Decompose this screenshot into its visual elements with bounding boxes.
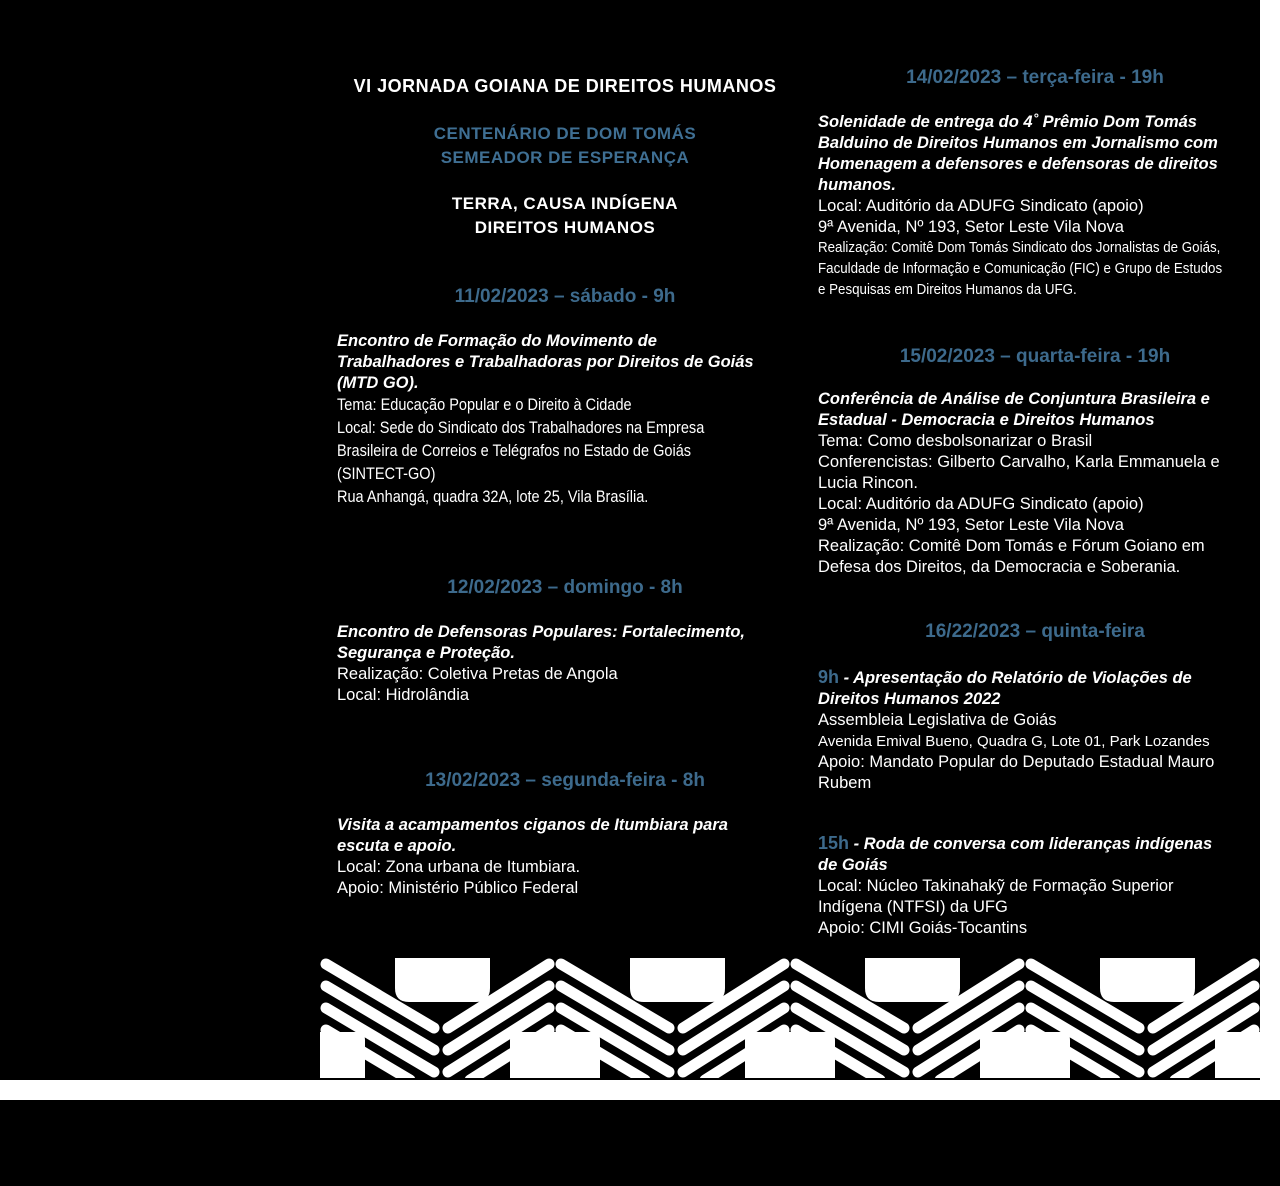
event-title: humanos.: [818, 176, 896, 194]
poster-theme: [330, 192, 800, 240]
event-detail: Lucia Rincon.: [818, 474, 918, 492]
event-block: [818, 389, 1258, 578]
event-block: [818, 667, 1258, 794]
event-title: de Goiás: [818, 856, 888, 874]
event-detail: Indígena (NTFSI) da UFG: [818, 898, 1008, 916]
event-detail: (SINTECT-GO): [337, 465, 436, 483]
subtitle-line: CENTENÁRIO DE DOM TOMÁS: [433, 124, 697, 143]
event-date: 13/02/2023 – segunda-feira - 8h: [425, 770, 705, 791]
decorative-chevron-pattern: [320, 958, 1260, 1078]
event-title: Estadual - Democracia e Direitos Humanos: [818, 411, 1155, 429]
event-title: Visita a acampamentos ciganos de Itumbiara para: [337, 816, 728, 834]
theme-line: DIREITOS HUMANOS: [474, 218, 656, 237]
event-date: 14/02/2023 – terça-feira - 19h: [906, 67, 1164, 88]
title-text: VI JORNADA GOIANA DE DIREITOS HUMANOS: [353, 76, 777, 96]
event-detail: e Pesquisas em Direitos Humanos da UFG.: [818, 282, 1077, 298]
event-block: [337, 815, 807, 899]
bottom-border: [0, 1080, 1280, 1100]
event-title: (MTD GO).: [337, 374, 419, 392]
event-detail: Conferencistas: Gilberto Carvalho, Karla Emmanuela e: [818, 453, 1220, 471]
event-title-text: - Roda de conversa com lideranças indígenas: [849, 835, 1213, 853]
event-title: Encontro de Defensoras Populares: Fortalecimento,: [337, 623, 746, 641]
event-detail: Rubem: [818, 774, 872, 792]
event-detail: Avenida Emival Bueno, Quadra G, Lote 01, Park Lozandes: [818, 733, 1210, 750]
event-detail: Local: Zona urbana de Itumbiara.: [337, 858, 581, 876]
event-detail: Tema: Educação Popular e o Direito à Cidade: [337, 396, 632, 414]
event-detail: Brasileira de Correios e Telégrafos no Estado de Goiás: [337, 442, 692, 460]
event-detail: Apoio: CIMI Goiás-Tocantins: [818, 919, 1028, 937]
right-border: [1260, 0, 1280, 1080]
poster-subtitle: [330, 122, 800, 170]
event-detail: Local: Núcleo Takinahakỹ de Formação Superior: [818, 877, 1174, 895]
event-detail: Local: Sede do Sindicato dos Trabalhadores na Empresa: [337, 419, 705, 437]
event-time: 9h: [818, 667, 840, 687]
event-detail: Tema: Como desbolsonarizar o Brasil: [818, 432, 1093, 450]
event-detail: Defesa dos Direitos, da Democracia e Soberania.: [818, 558, 1181, 576]
event-detail: Local: Hidrolândia: [337, 686, 470, 704]
event-detail: 9ª Avenida, Nº 193, Setor Leste Vila Nova: [818, 218, 1124, 236]
event-title: Balduino de Direitos Humanos em Jornalismo com: [818, 134, 1218, 152]
event-block: [337, 622, 807, 706]
event-time: 15h: [818, 833, 850, 853]
event-title-text: - Apresentação do Relatório de Violações de: [839, 669, 1192, 687]
event-detail: Realização: Coletiva Pretas de Angola: [337, 665, 618, 683]
event-detail: Faculdade de Informação e Comunicação (FIC) e Grupo de Estudos: [818, 261, 1223, 277]
event-title: Direitos Humanos 2022: [818, 690, 1001, 708]
event-detail: Apoio: Ministério Público Federal: [337, 879, 579, 897]
event-detail: 9ª Avenida, Nº 193, Setor Leste Vila Nova: [818, 516, 1124, 534]
event-title: Encontro de Formação do Movimento de: [337, 332, 657, 350]
subtitle-line: SEMEADOR DE ESPERANÇA: [440, 148, 690, 167]
event-block: [818, 833, 1258, 939]
event-date: 11/02/2023 – sábado - 9h: [454, 286, 676, 307]
event-title: escuta e apoio.: [337, 837, 457, 855]
event-detail: Local: Auditório da ADUFG Sindicato (apoio): [818, 197, 1144, 215]
event-date: 16/22/2023 – quinta-feira: [925, 621, 1145, 642]
poster-title: [330, 74, 800, 98]
event-detail: Realização: Comitê Dom Tomás e Fórum Goiano em: [818, 537, 1205, 555]
event-detail: Rua Anhangá, quadra 32A, lote 25, Vila Brasília.: [337, 488, 649, 506]
event-block: [818, 112, 1258, 301]
event-title: Trabalhadores e Trabalhadoras por Direitos de Goiás: [337, 353, 754, 371]
event-date: 15/02/2023 – quarta-feira - 19h: [899, 346, 1171, 367]
event-title: Conferência de Análise de Conjuntura Brasileira e: [818, 390, 1210, 408]
event-detail: Apoio: Mandato Popular do Deputado Estadual Mauro: [818, 753, 1215, 771]
event-title: [818, 667, 1258, 689]
event-title: Solenidade de entrega do 4˚ Prêmio Dom Tomás: [818, 113, 1197, 131]
event-detail: Assembleia Legislativa de Goiás: [818, 711, 1057, 729]
event-block: [337, 331, 807, 509]
event-title: Segurança e Proteção.: [337, 644, 515, 662]
event-detail: Realização: Comitê Dom Tomás Sindicato dos Jornalistas de Goiás,: [818, 240, 1221, 256]
event-date: 12/02/2023 – domingo - 8h: [447, 577, 683, 598]
event-detail: Local: Auditório da ADUFG Sindicato (apoio): [818, 495, 1144, 513]
theme-line: TERRA, CAUSA INDÍGENA: [451, 194, 679, 213]
event-title: Homenagem a defensores e defensoras de direitos: [818, 155, 1218, 173]
event-title: [818, 833, 1258, 855]
